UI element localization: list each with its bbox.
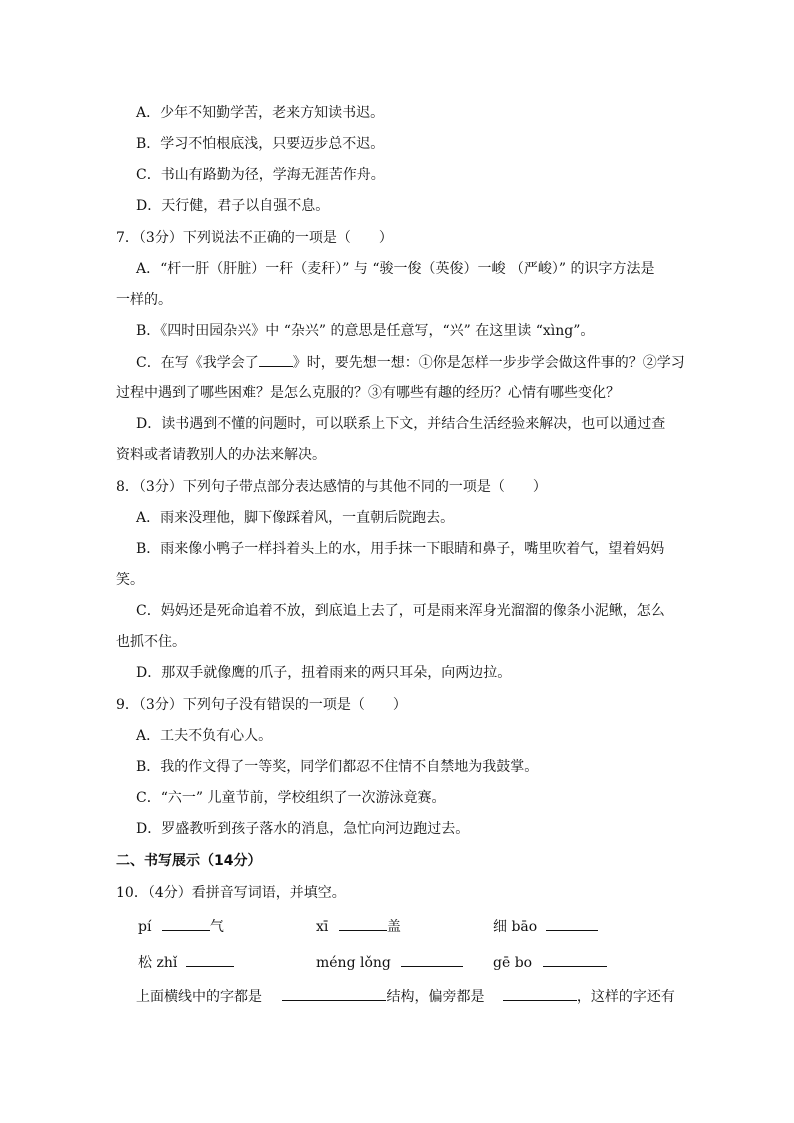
q7-option-d-cont: 资料或者请教别人的办法来解决。 <box>116 447 326 463</box>
q7-option-c-post: 》时，要先想一想：①你是怎样一步步学会做这件事的？②学习 <box>292 355 685 371</box>
pinyin-pi: pí <box>138 919 152 935</box>
answer-blank-pi[interactable] <box>162 916 210 931</box>
char-song: 松 <box>138 955 152 971</box>
pinyin-zhi: zhǐ <box>156 955 178 971</box>
fill-text-2: 结构，偏旁都是 <box>386 989 485 1005</box>
pinyin-word-zhi <box>138 952 234 973</box>
q9-option-c: C．“六一” 儿童节前，学校组织了一次游泳竟赛。 <box>136 790 446 806</box>
pinyin-xi: xī <box>316 919 329 935</box>
answer-blank-structure[interactable] <box>282 986 386 1001</box>
q8-option-b: B．雨来像小鸭子一样抖着头上的水，用手抹一下眼睛和鼻子，嘴里吹着气，望着妈妈 <box>136 541 665 557</box>
q7-stem: 7．（3分）下列说法不正确的一项是（ ） <box>116 230 393 246</box>
q8-stem: 8．（3分）下列句子带点部分表达感情的与其他不同的一项是（ ） <box>116 479 547 495</box>
pinyin-word-xi <box>316 916 401 937</box>
q10-stem: 10．（4分）看拼音写词语，并填空。 <box>116 885 346 901</box>
char-xi-fine: 细 <box>493 919 507 935</box>
q10-fill-line <box>136 986 675 1007</box>
q7-blank <box>259 352 293 367</box>
char-qi: 气 <box>209 919 224 935</box>
q8-option-a: A．雨来没理他，脚下像踩着风，一直朝后院跑去。 <box>136 510 455 526</box>
q6-option-a: A．少年不知勤学苦，老来方知读书迟。 <box>136 105 385 121</box>
q8-option-c-cont: 也抓不住。 <box>116 634 186 650</box>
q9-option-a: A．工夫不负有心人。 <box>136 728 273 744</box>
q7-option-c-cont: 过程中遇到了哪些困难？是怎么克服的？③有哪些有趣的经历？心情有哪些变化？ <box>116 385 620 401</box>
answer-blank-zhi[interactable] <box>186 952 234 967</box>
q7-option-a: A．“杆一肝（肝脏）一秆（麦秆）” 与 “骏一俊（英俊）一峻 （严峻）” 的识字方法是 <box>136 261 655 277</box>
section-heading: 二、书写展示（14分） <box>116 853 262 869</box>
fill-text-3: ，这样的字还有 <box>576 989 675 1005</box>
q7-option-a-cont: 一样的。 <box>116 292 172 308</box>
answer-blank-menglong[interactable] <box>401 952 463 967</box>
pinyin-word-gebo <box>493 952 607 973</box>
pinyin-bao: bāo <box>511 919 538 935</box>
pinyin-menglong: méng lǒng <box>316 955 391 971</box>
q8-option-c: C．妈妈还是死命追着不放，到底追上去了，可是雨来浑身光溜溜的像条小泥鳅，怎么 <box>136 603 665 619</box>
q7-option-d: D．读书遇到不懂的问题时，可以联系上下文，并结合生活经验来解决，也可以通过查 <box>136 416 666 432</box>
q8-option-b-cont: 笑。 <box>116 572 144 588</box>
q7-option-c <box>136 352 685 373</box>
q9-option-d: D．罗盛教听到孩子落水的消息，急忙向河边跑过去。 <box>136 821 470 837</box>
pinyin-gebo: gē bo <box>493 955 533 971</box>
pinyin-row-1 <box>138 916 224 937</box>
q9-option-b: B．我的作文得了一等奖，同学们都忍不住情不自禁地为我鼓掌。 <box>136 759 539 775</box>
answer-blank-xi[interactable] <box>339 916 387 931</box>
q9-stem: 9．（3分）下列句子没有错误的一项是（ ） <box>116 697 407 713</box>
q6-option-b: B．学习不怕根底浅，只要迈步总不迟。 <box>136 136 385 152</box>
char-gai: 盖 <box>386 919 401 935</box>
pinyin-word-bao <box>493 916 598 937</box>
answer-blank-radical[interactable] <box>503 986 577 1001</box>
answer-blank-bao[interactable] <box>546 916 598 931</box>
q6-option-c: C．书山有路勤为径，学海无涯苦作舟。 <box>136 167 385 183</box>
q7-option-b: B．《四时田园杂兴》中 “杂兴” 的意思是任意写，“兴” 在这里读 “xìng”。 <box>136 323 595 339</box>
fill-text-1: 上面横线中的字都是 <box>136 989 262 1005</box>
q8-option-d: D．那双手就像鹰的爪子，扭着雨来的两只耳朵，向两边拉。 <box>136 665 512 681</box>
q7-option-c-pre: C．在写《我学会了 <box>136 355 259 371</box>
answer-blank-gebo[interactable] <box>543 952 607 967</box>
pinyin-word-menglong <box>316 952 463 973</box>
q6-option-d: D．天行健，君子以自强不息。 <box>136 198 330 214</box>
